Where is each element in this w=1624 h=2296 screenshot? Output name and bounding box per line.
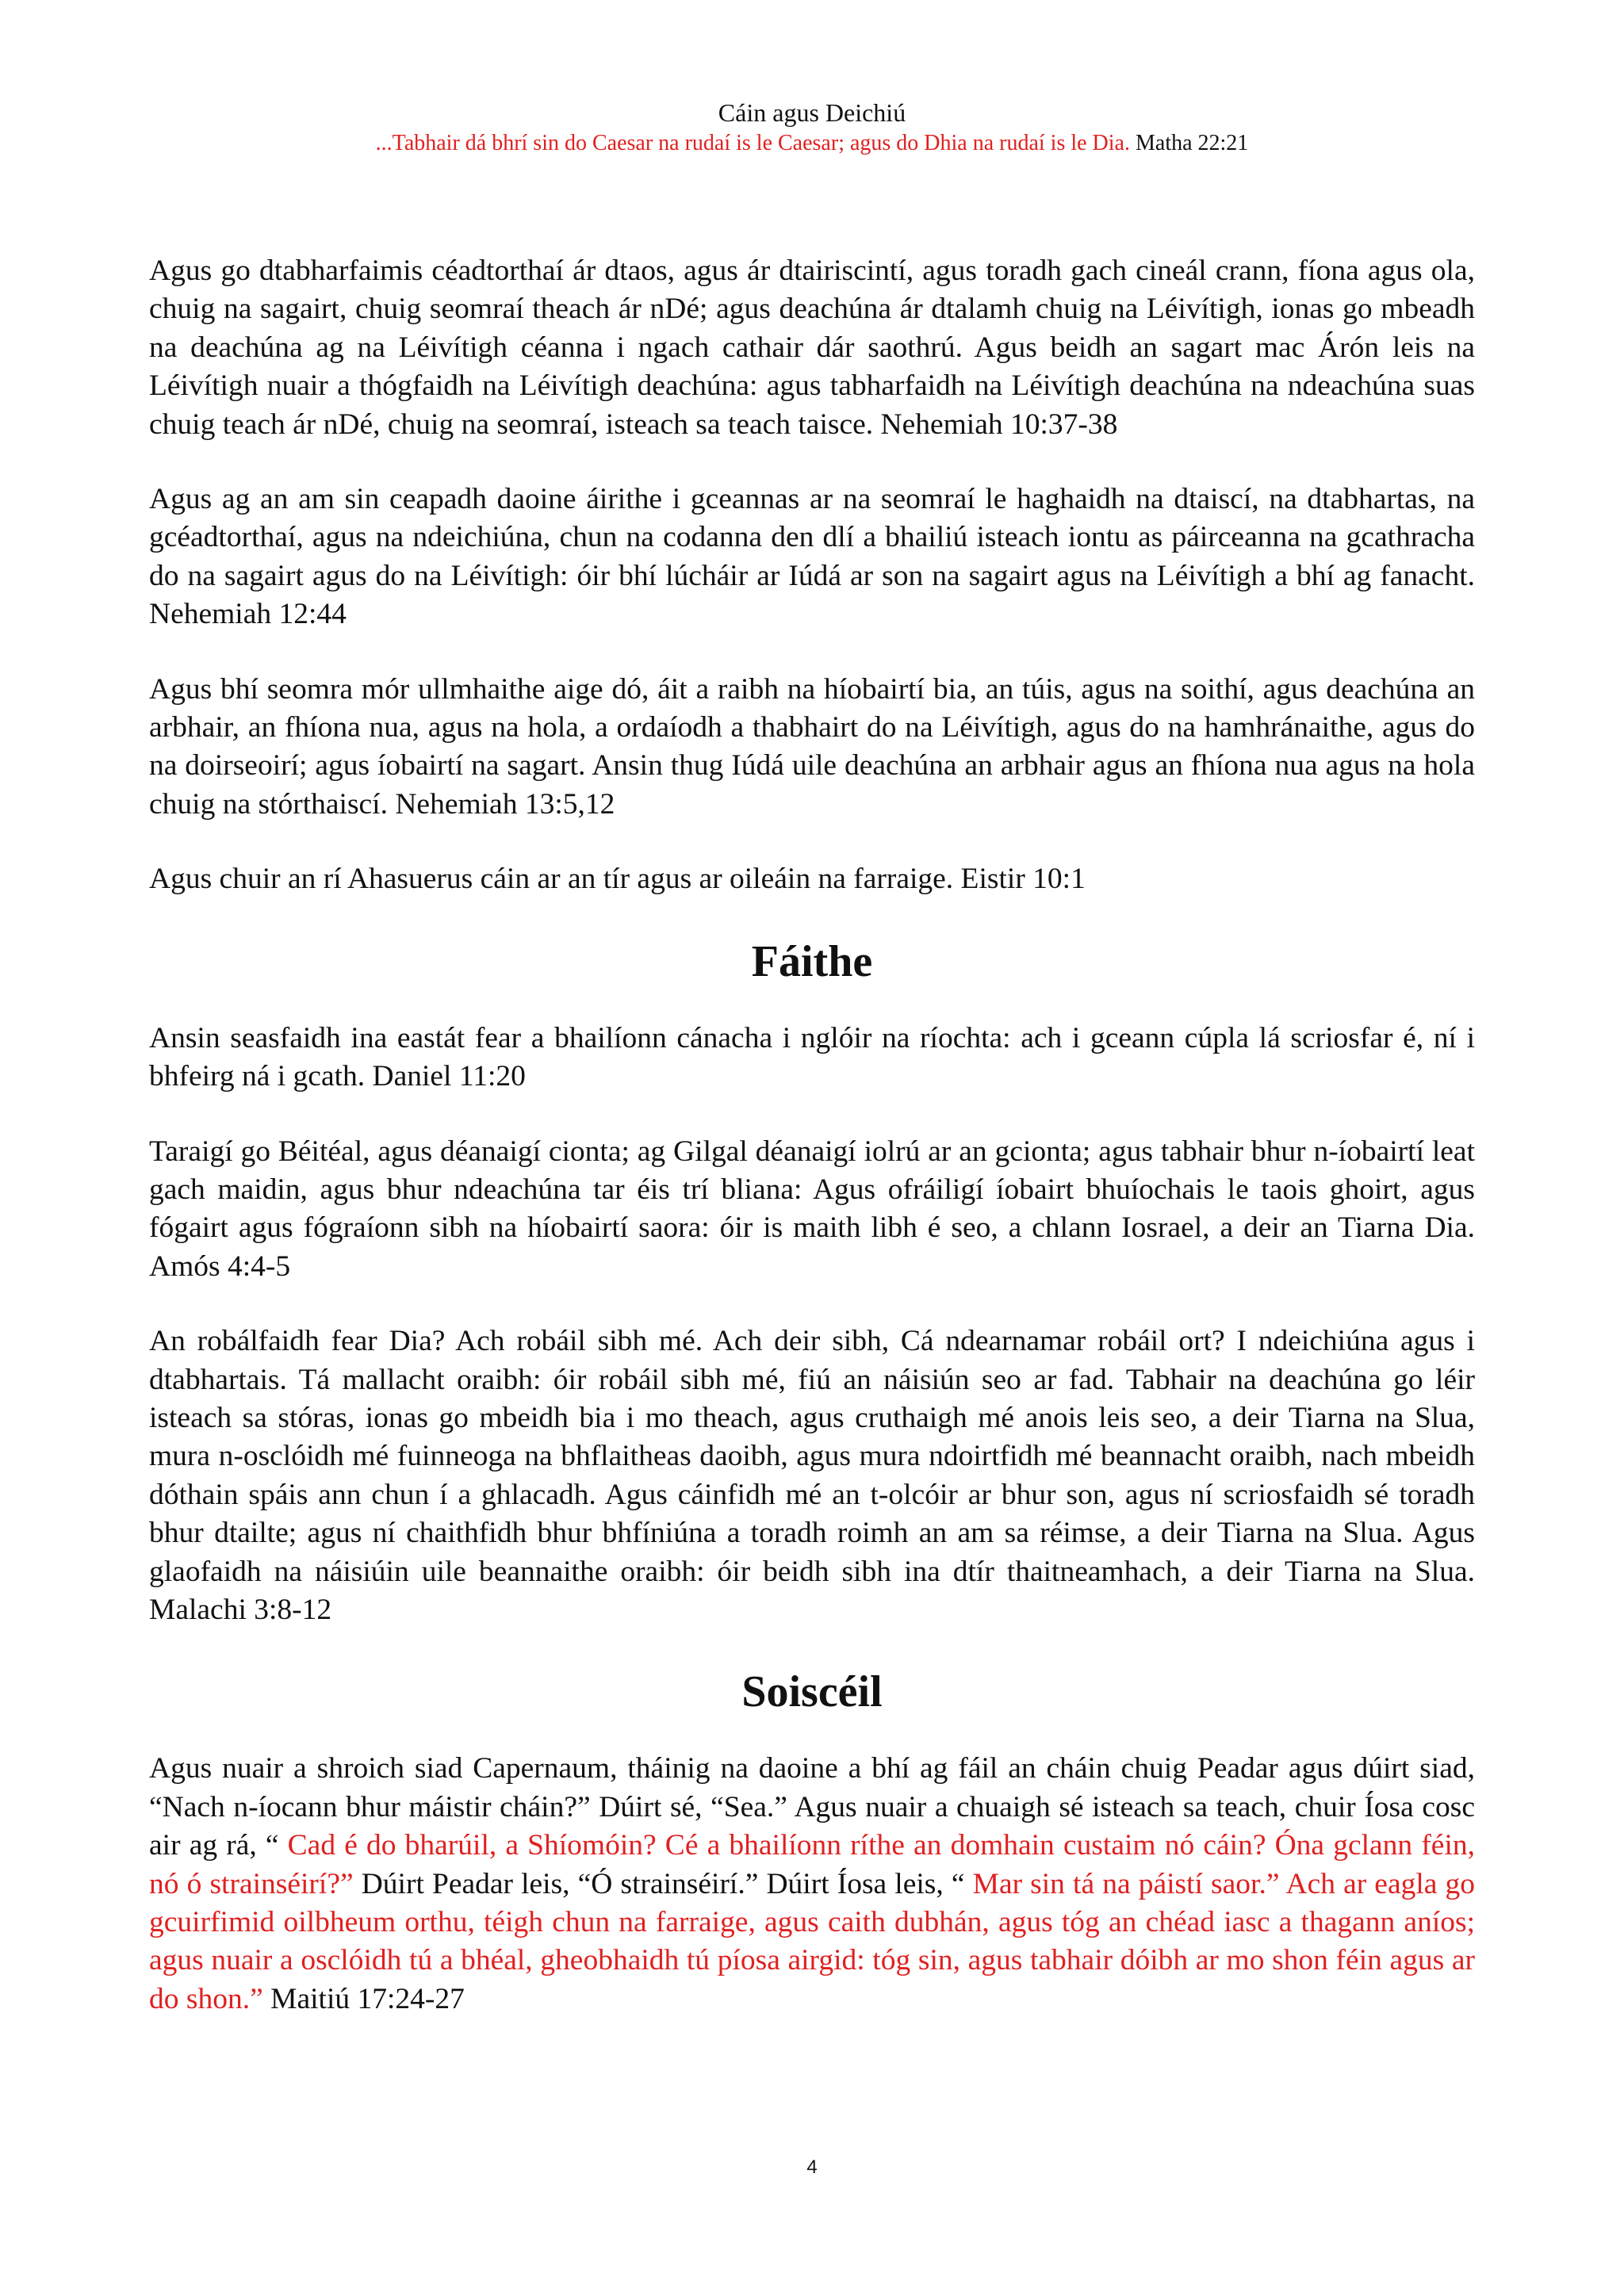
paragraph-malachi-3: An robálfaidh fear Dia? Ach robáil sibh mé. Ach deir sibh, Cá ndearnamar robáil ort? I ndeichiúna agus i dtabhartais. Tá mallacht oraibh: óir robáil sibh mé, fiú an náisiún seo ar fad. Tabhair na deachúna go léir isteach sa stóras, ionas go mbeidh bia i mo theach, agus cruthaigh mé anois leis seo, a deir Tiarna na Slua, mura n-osclóidh mé fuinneoga na bhflaitheas daoibh, agus mura ndoirtfidh mé beannacht oraibh, nach mbeidh dóthain spáis ann chun í a ghlacadh. Agus cáinfidh mé an t-olcóir ar bhur son, agus ní scriosfaidh sé toradh bhur dtailte; agus ní chaithfidh bhur bhfíniúna a toradh roimh an am sa réimse, a deir Tiarna na Slua. Agus glaofaidh na náisiúin uile beannaithe oraibh: óir beidh sibh ina dtír thaitneamhach, a deir Tiarna na Slua. Malachi 3:8-12 <box>149 1325 1475 1626</box>
jesus-words-2: Mar sin tá na páistí saor.” Ach ar eagla go gcuirfimid oilbheum orthu, téigh chun na farraige, agus caith dubhán, agus tóg an chéad iasc a thagann aníos; agus nuair a osclóidh tú a bhéal, gheobhaidh tú píosa airgid: tóg sin, agus tabhair dóibh ar mo shon féin agus ar do shon.” <box>149 1867 1475 2015</box>
header-quote-line <box>0 128 1624 159</box>
paragraph-daniel-11: Ansin seasfaidh ina eastát fear a bhailíonn cánacha i nglóir na ríochta: ach i gceann cúpla lá scriosfar é, ní i bhfeirg ná i gcath. Daniel 11:20 <box>149 1021 1475 1093</box>
page-number: 4 <box>806 2156 818 2178</box>
header-quote: ...Tabhair dá bhrí sin do Caesar na rudaí is le Caesar; agus do Dhia na rudaí is le Dia. <box>375 131 1130 155</box>
header-title: Cáin agus Deichiú <box>718 98 906 127</box>
narrative-text-2: Dúirt Peadar leis, “Ó strainséirí.” Dúirt Íosa leis, “ <box>353 1867 965 1900</box>
scripture-reference: Maitiú 17:24-27 <box>262 1982 465 2015</box>
jesus-words-1: Cad é do bharúil, a Shíomóin? Cé a bhailíonn ríthe an domhain custaim nó cáin? Óna gclann féin, nó ó strainséirí?” <box>149 1829 1475 1900</box>
section-heading-soisceil: Soiscéil <box>741 1667 883 1717</box>
paragraph-nehemiah-13: Agus bhí seomra mór ullmhaithe aige dó, áit a raibh na híobairtí bia, an túis, agus na soithí, agus deachúna an arbhair, an fhíona nua, agus na hola, a ordaíodh a thabhairt do na Léivítigh, agus do na hamhránaithe, agus do na doirseoirí; agus íobairtí na sagart. Ansin thug Iúdá uile deachúna an arbhair agus an fhíona nua agus na hola chuig na stórthaiscí. Nehemiah 13:5,12 <box>149 672 1475 821</box>
paragraph-nehemiah-10: Agus go dtabharfaimis céadtorthaí ár dtaos, agus ár dtairiscintí, agus toradh gach cineál crann, fíona agus ola, chuig na sagairt, chuig seomraí theach ár nDé; agus deachúna ár dtalamh chuig na Léivítigh, ionas go mbeadh na deachúna ag na Léivítigh céanna i ngach cathair dár saothrú. Agus beidh an sagart mac Árón leis na Léivítigh nuair a thógfaidh na Léivítigh deachúna: agus tabharfaidh na Léivítigh deachúna na ndeachúna suas chuig teach ár nDé, chuig na seomraí, isteach sa teach taisce. Nehemiah 10:37-38 <box>149 254 1475 441</box>
paragraph-maitiu-17 <box>149 1750 1475 2019</box>
header-quote-ref: Matha 22:21 <box>1136 131 1249 155</box>
narrative-text-1: Agus nuair a shroich siad Capernaum, tháinig na daoine a bhí ag fáil an cháin chuig Peadar agus dúirt siad, “Nach n-íocann bhur máistir cháin?” Dúirt sé, “Sea.” Agus nuair a chuaigh sé isteach sa teach, chuir Íosa cosc air ag rá, “ <box>149 1752 1475 1862</box>
paragraph-nehemiah-12: Agus ag an am sin ceapadh daoine áirithe i gceannas ar na seomraí le haghaidh na dtaiscí, na dtabhartas, na gcéadtorthaí, agus na ndeichiúna, chun na codanna den dlí a bhailiú isteach iontu as páirceanna na gcathracha do na sagairt agus do na Léivítigh: óir bhí lúcháir ar Iúdá ar son na sagairt agus na Léivítigh a bhí ag fanacht. Nehemiah 12:44 <box>149 483 1475 631</box>
page-header <box>0 97 1624 159</box>
section-heading-faithe: Fáithe <box>751 936 873 986</box>
page-body <box>149 252 1475 2055</box>
paragraph-eistir-10: Agus chuir an rí Ahasuerus cáin ar an tír agus ar oileáin na farraige. Eistir 10:1 <box>149 863 1086 896</box>
paragraph-amos-4: Taraigí go Béitéal, agus déanaigí cionta; ag Gilgal déanaigí iolrú ar an gcionta; agus tabhair bhur n-íobairtí leat gach maidin, agus bhur ndeachúna tar éis trí bliana: Agus ofráiligí íobairt bhuíochais le taois ghoirt, agus fógairt agus fógraíonn sibh na híobairtí saora: óir is maith libh é seo, a chlann Iosrael, a deir an Tiarna Dia. Amós 4:4-5 <box>149 1135 1475 1283</box>
